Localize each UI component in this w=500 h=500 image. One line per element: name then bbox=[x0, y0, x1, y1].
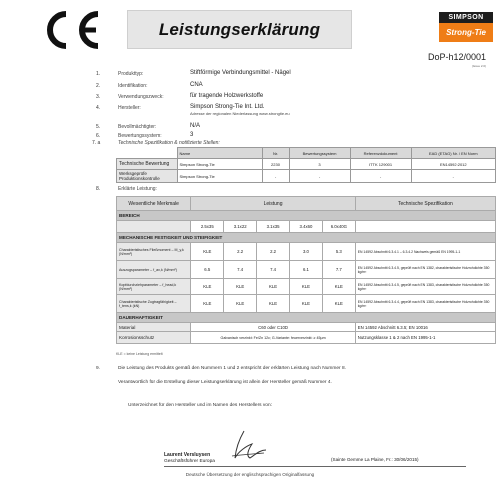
perf-value: KLE bbox=[290, 279, 323, 295]
spec-row bbox=[117, 170, 496, 183]
perf-row-label: Korrosionsschutz bbox=[117, 332, 191, 344]
perf-spec: EN 14592 Abschnitt 6.3.4.5, geprüft nach EN 1382, charakteristische Holzrohdichte 350 kg/m³ bbox=[355, 261, 495, 279]
spec-cell: 2230 bbox=[262, 159, 289, 170]
perf-value: 3.0 bbox=[290, 243, 323, 261]
perf-row bbox=[117, 323, 496, 332]
spec-header-name: Name bbox=[177, 148, 262, 159]
signatory-name: Laurent Versluysen bbox=[164, 452, 211, 458]
perf-value: 7.4 bbox=[257, 261, 290, 279]
spec-cell: - bbox=[289, 170, 350, 183]
item-7-label: Technische Spezifikation & notifizierte Stellen: bbox=[118, 140, 220, 146]
item-4-address: Adresse der regionalen Niederlassung www.strongtie.eu bbox=[190, 111, 290, 116]
perf-value: KLE bbox=[322, 279, 355, 295]
perf-size: 3.1x35 bbox=[257, 221, 290, 233]
perf-value: KLE bbox=[257, 279, 290, 295]
perf-value: KLE bbox=[191, 295, 224, 313]
item-num: 1. bbox=[96, 71, 101, 77]
perf-size: 2.5x35 bbox=[191, 221, 224, 233]
perf-spec: EN 14592 Abschnitt 6.3.4.4, geprüft nach EN 1383, charakteristische Holzrohdichte 350 kg/m³ bbox=[355, 295, 495, 313]
perf-value: 7.7 bbox=[322, 261, 355, 279]
perf-row-label: Auszugsparameter – f_ax,k (N/mm²) bbox=[117, 261, 191, 279]
kle-note: KLE = keine Leistung ermittelt bbox=[116, 352, 163, 356]
item-1-label: Produkttyp: bbox=[118, 71, 144, 77]
spec-cell: Simpson Strong-Tie bbox=[177, 170, 262, 183]
perf-value: KLE bbox=[290, 295, 323, 313]
spec-empty-corner bbox=[117, 148, 178, 159]
perf-row-label: Kopfdurchziehparameter – f_head,k (N/mm²) bbox=[117, 279, 191, 295]
perf-group-row bbox=[117, 211, 496, 221]
item-1-value: Stiftförmige Verbindungsmittel - Nägel bbox=[190, 70, 291, 76]
perf-value: 7.4 bbox=[224, 261, 257, 279]
perf-size: 6.0x40G bbox=[322, 221, 355, 233]
perf-header-merkmale: Wesentliche Merkmale bbox=[117, 197, 191, 211]
perf-size: 3.4x60 bbox=[290, 221, 323, 233]
spec-row bbox=[117, 159, 496, 170]
item-7-num: 7. a bbox=[92, 140, 101, 146]
spec-cell: - bbox=[350, 170, 411, 183]
perf-value: 6.1 bbox=[290, 261, 323, 279]
perf-value: 2.2 bbox=[257, 243, 290, 261]
perf-value: KLE bbox=[257, 295, 290, 313]
perf-value: KLE bbox=[224, 279, 257, 295]
perf-row-label: Charakteristisches Fließmoment – M_y,k (N/mm²) bbox=[117, 243, 191, 261]
item-6-value: 3 bbox=[190, 132, 194, 138]
perf-value: 5.3 bbox=[322, 243, 355, 261]
perf-empty-cell bbox=[117, 221, 191, 233]
signatory-role: Geschäftsführer Europa bbox=[164, 459, 215, 464]
perf-value: 6.5 bbox=[191, 261, 224, 279]
spec-cell: - bbox=[262, 170, 289, 183]
spec-row-label: Technische Bewertung bbox=[117, 159, 178, 170]
ce-mark-icon bbox=[36, 8, 106, 52]
item-8-num: 8. bbox=[96, 186, 101, 192]
responsibility-text: Verantwortlich für die Erstellung dieser Leistungserklärung ist allein der Hersteller gemäß Nummer 4. bbox=[118, 380, 332, 385]
perf-value: KLE bbox=[191, 279, 224, 295]
signature-rule bbox=[164, 466, 466, 467]
simpson-logo bbox=[439, 12, 493, 42]
item-2-label: Identifikation: bbox=[118, 83, 148, 89]
spec-cell: EN14592:2012 bbox=[411, 159, 495, 170]
logo-bottom-text: Strong-Tie bbox=[439, 23, 493, 42]
perf-value: Galvanisch verzinkt: Fe/Zn 12c; G-Variante: feuerverzinkt: ≥ 45µm bbox=[191, 332, 355, 344]
handwritten-signature bbox=[226, 428, 270, 464]
footer-note: Deutsche Übersetzung der englischsprachigen Originalfassung bbox=[185, 472, 315, 477]
item-1 bbox=[96, 71, 100, 77]
issue-label: (Issue 2.0) bbox=[471, 64, 486, 68]
dop-number: DoP-h12/0001 bbox=[427, 52, 486, 62]
item-2-value: CNA bbox=[190, 82, 203, 88]
perf-value: KLE bbox=[191, 243, 224, 261]
perf-size: 3.1x22 bbox=[224, 221, 257, 233]
perf-row-label: Charakteristische Zugtragfähigkeit – f_tens,k (kN) bbox=[117, 295, 191, 313]
perf-row bbox=[117, 279, 496, 295]
spec-cell: Simpson Strong-Tie bbox=[177, 159, 262, 170]
perf-empty-cell bbox=[355, 221, 495, 233]
spec-table bbox=[116, 147, 496, 183]
spec-header-ead: EAD (ETAG) Nr. / EN Norm bbox=[411, 148, 495, 159]
item-6-label: Bewertungssystem: bbox=[118, 133, 162, 139]
item-3-label: Verwendungszweck: bbox=[118, 94, 164, 100]
perf-value: C60 oder C10D bbox=[191, 323, 355, 332]
item-4-label: Hersteller: bbox=[118, 105, 141, 111]
spec-row-label: Werksgeprüfe Produktionskontrolle bbox=[117, 170, 178, 183]
spec-cell: - bbox=[411, 170, 495, 183]
item-9-num: 9. bbox=[96, 366, 101, 371]
perf-group-dauer: DAUERHAFTIGKEIT bbox=[117, 313, 496, 323]
perf-row bbox=[117, 243, 496, 261]
place-date: (Sainte Gemme La Plaine, Fr.: 30/06/2015) bbox=[331, 457, 419, 462]
perf-header-spec: Technische Spezifikation bbox=[355, 197, 495, 211]
perf-value: KLE bbox=[322, 295, 355, 313]
perf-row bbox=[117, 295, 496, 313]
document-title: Leistungserklärung bbox=[158, 19, 321, 39]
item-6-num: 6. bbox=[96, 133, 101, 139]
item-2-num: 2. bbox=[96, 83, 101, 89]
perf-spec: EN 14592 Abschnitt 6.3.4.1 – 6.3.4.2 Nachweis gemäß EN 1995-1-1 bbox=[355, 243, 495, 261]
performance-table bbox=[116, 196, 496, 344]
perf-row-label: Material bbox=[117, 323, 191, 332]
perf-sizes-row bbox=[117, 221, 496, 233]
spec-header-nr: Nr. bbox=[262, 148, 289, 159]
spec-header-ref: Referenzdokument bbox=[350, 148, 411, 159]
perf-group-bereich: BEREICH bbox=[117, 211, 496, 221]
logo-top-text: SIMPSON bbox=[439, 12, 493, 23]
item-5-value: N/A bbox=[190, 123, 201, 129]
item-3-num: 3. bbox=[96, 94, 101, 100]
perf-spec: EN 14592 Abschnitt 6.3.5; EN 10016 bbox=[355, 323, 495, 332]
item-8-label: Erklärte Leistung: bbox=[118, 186, 157, 192]
spec-cell: ITTK 129001 bbox=[350, 159, 411, 170]
perf-spec: Nutzungsklasse 1 & 2 nach EN 1995-1-1 bbox=[355, 332, 495, 344]
item-5-label: Bevollmächtigter: bbox=[118, 124, 157, 130]
item-9-text: Die Leistung des Produkts gemäß den Nummern 1 und 2 entspricht der erklärten Leistung nach Nummer 8. bbox=[118, 366, 346, 371]
item-4-num: 4. bbox=[96, 105, 101, 111]
perf-group-mech: MECHANISCHE FESTIGKEIT UND STEIFIGKEIT bbox=[117, 233, 496, 243]
perf-spec: EN 14592 Abschnitt 6.3.4.5, geprüft nach EN 1383, charakteristische Holzrohdichte 350 kg/m³ bbox=[355, 279, 495, 295]
perf-header-leistung: Leistung bbox=[191, 197, 355, 211]
spec-header-system: Bewertungssystem bbox=[289, 148, 350, 159]
signed-for-text: Unterzeichnet für den Hersteller und im Namen des Herstellers von: bbox=[128, 403, 272, 408]
perf-group-row bbox=[117, 313, 496, 323]
perf-value: KLE bbox=[224, 295, 257, 313]
spec-header-row bbox=[117, 148, 496, 159]
perf-group-row bbox=[117, 233, 496, 243]
perf-row bbox=[117, 261, 496, 279]
spec-cell: 3 bbox=[289, 159, 350, 170]
title-banner bbox=[127, 10, 352, 49]
item-3-value: für tragende Holzwerkstoffe bbox=[190, 93, 264, 99]
item-4-value: Simpson Strong-Tie Int. Ltd. bbox=[190, 104, 265, 110]
item-5-num: 5. bbox=[96, 124, 101, 130]
perf-header-row bbox=[117, 197, 496, 211]
perf-value: 2.2 bbox=[224, 243, 257, 261]
perf-row bbox=[117, 332, 496, 344]
